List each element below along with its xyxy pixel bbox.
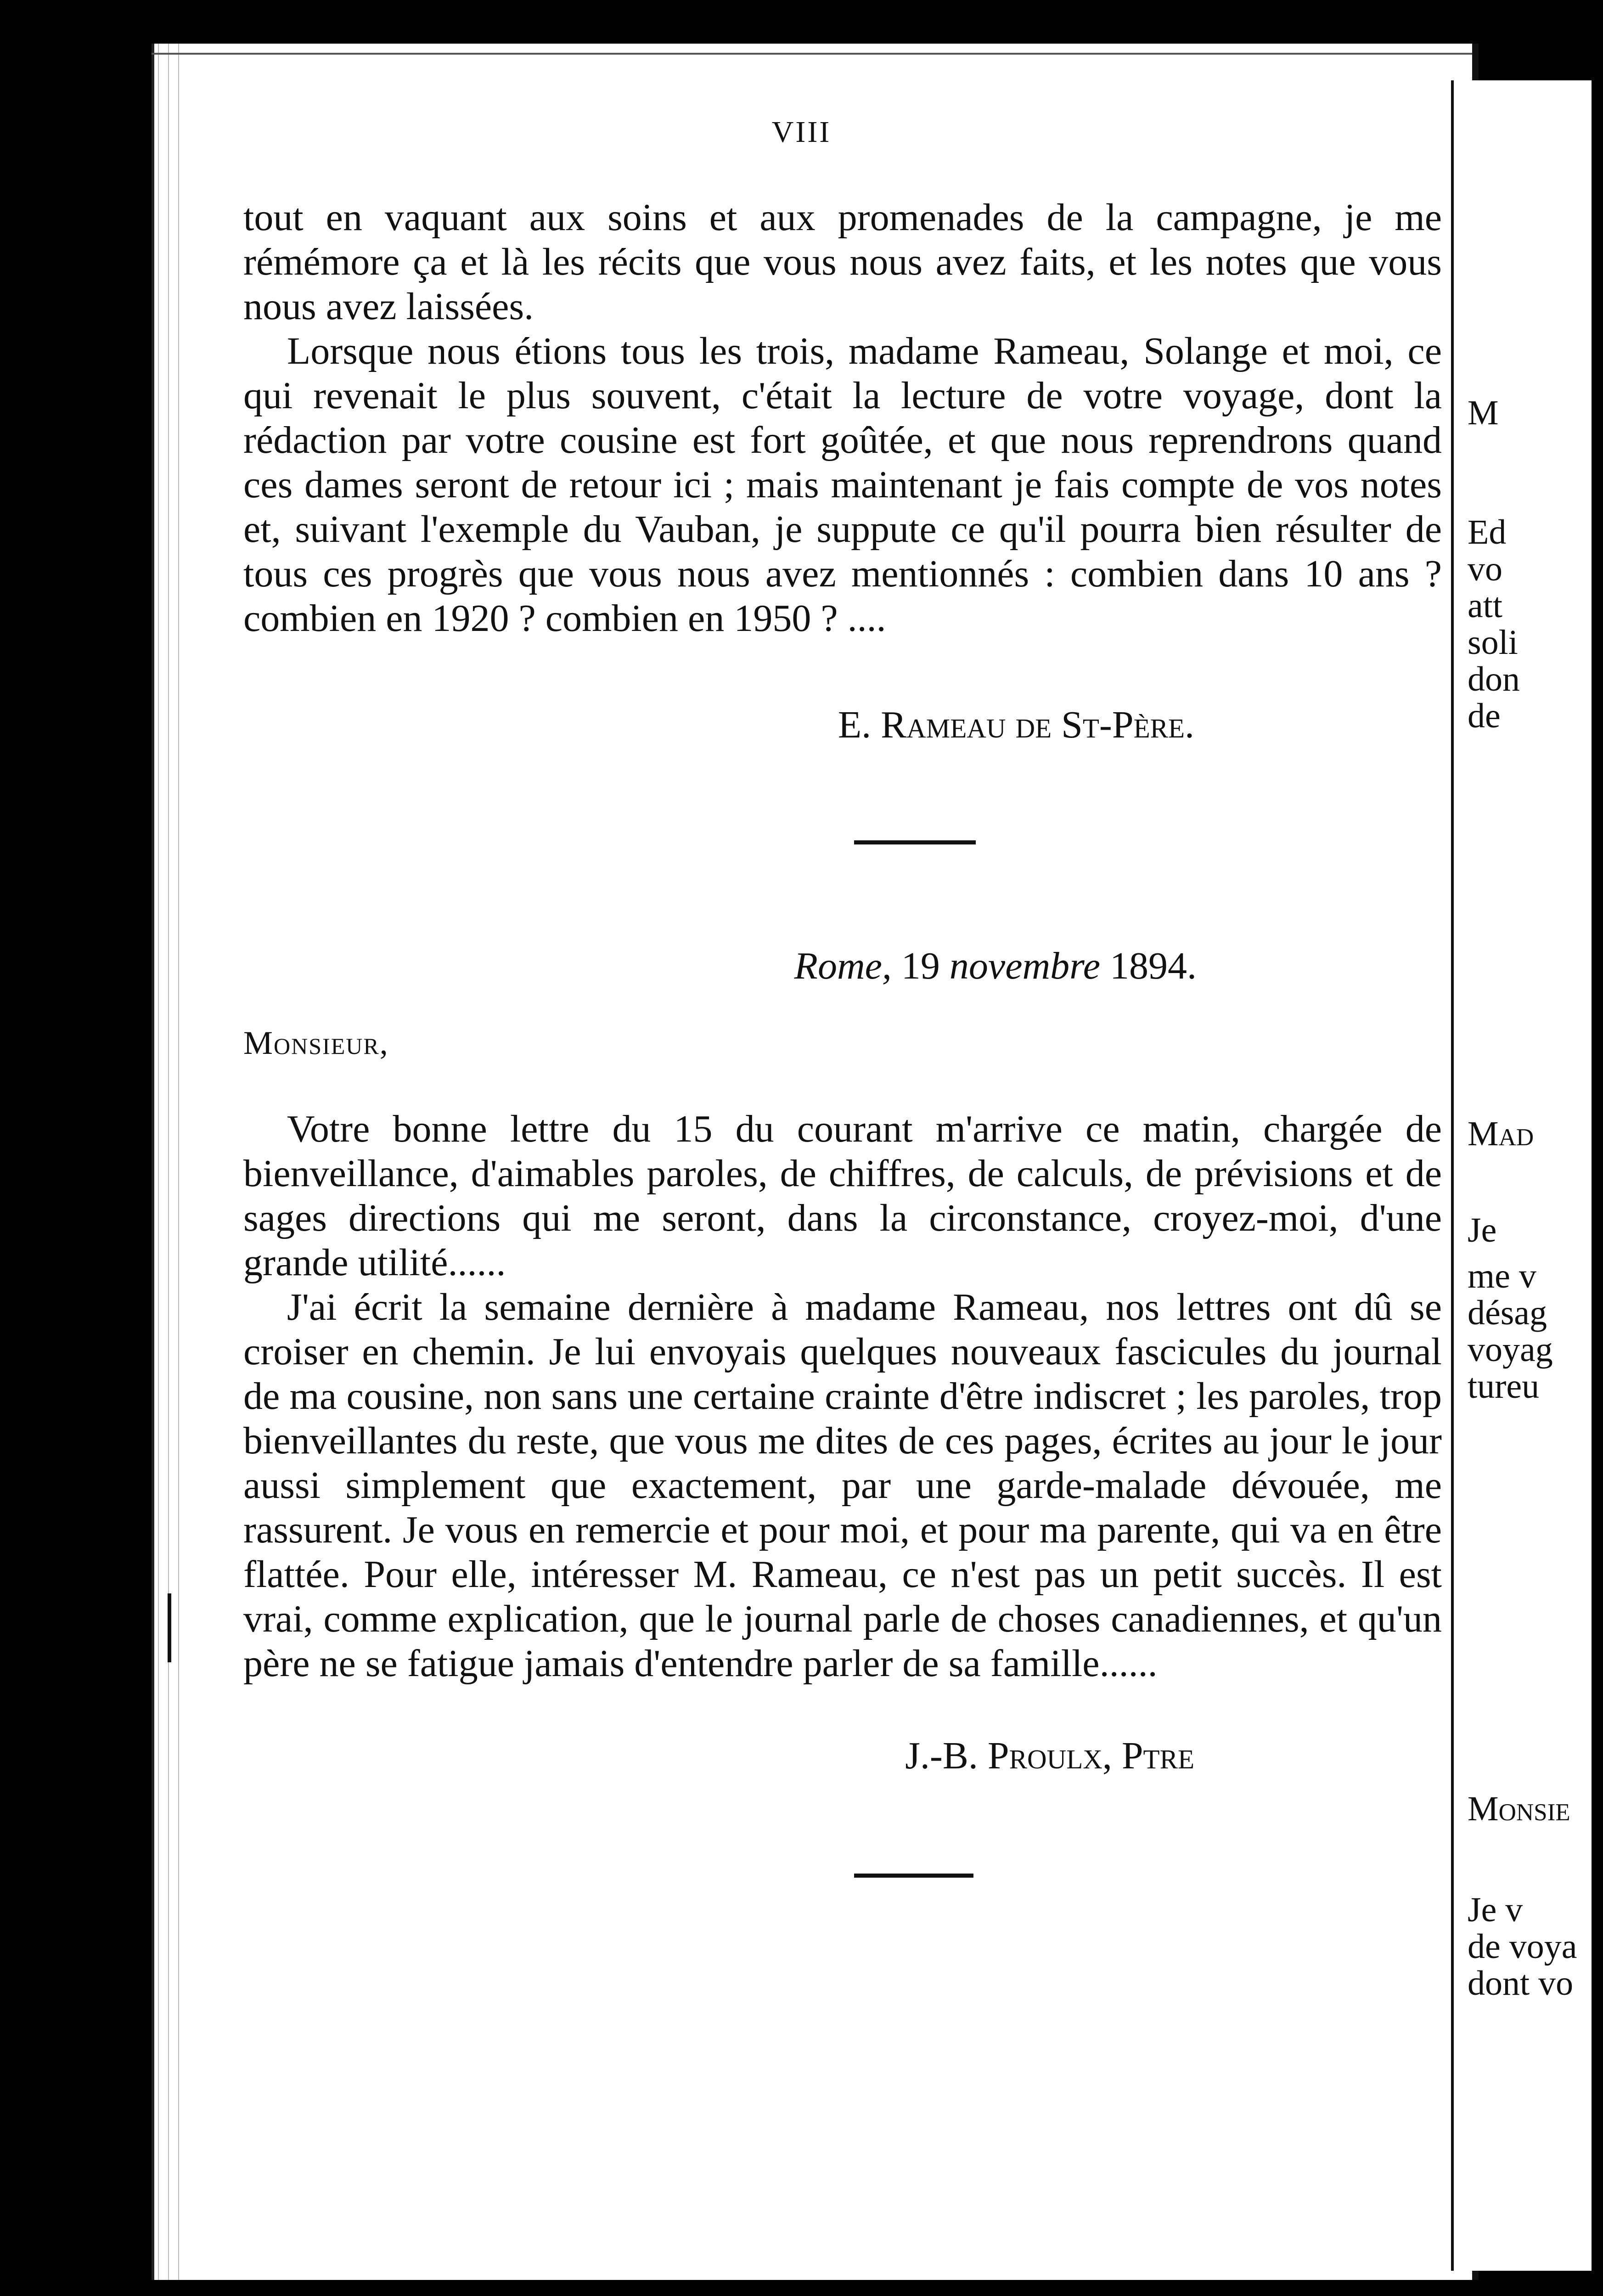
letter-2-salutation: Monsieur, bbox=[243, 1024, 389, 1061]
letter-2-paragraph-2: J'ai écrit la semaine dernière à madame Rameau, nos lettres ont dû se croiser en chemin. Je lui envoyais quelques nouveaux fascicules du journal de ma cousine, non sans une certaine crainte d'être indiscret ; les paroles, trop bienveillantes du reste, que vous me dites de ces pages, écrites au jour le jour aussi simplement que exactement, par une garde-malade dévouée, me rassurent. Je vous en remercie et pour moi, et pour ma parente, qui va en être flattée. Pour elle, intéresser M. Rameau, ce n'est pas un petit succès. Il est vrai, comme explication, que le journal parle de choses canadiennes, et qu'un père ne se fatigue jamais d'entendre parler de sa famille...... bbox=[243, 1286, 1442, 1685]
fragment-line: Je v bbox=[1468, 1891, 1523, 1929]
fragment-line: Je bbox=[1468, 1211, 1497, 1249]
top-rule bbox=[152, 53, 1479, 55]
letter-2-signature: J.-B. Proulx, Ptre bbox=[905, 1734, 1194, 1777]
dateline-month: novembre bbox=[949, 945, 1100, 987]
dateline-place: Rome, bbox=[794, 945, 892, 987]
fragment-line: de bbox=[1468, 697, 1501, 735]
letter-1-paragraph-2: Lorsque nous étions tous les trois, madame Rameau, Solange et moi, ce qui revenait le plus souvent, c'était la lecture de votre voyage, dont la rédaction par votre cousine est fort goûtée, et que nous reprendrons quand ces dames seront de retour ici ; mais maintenant je fais compte de vos notes et, suivant l'exemple du Vauban, je suppute ce qu'il pourra bien résulter de tous ces progrès que vous nous avez mentionnés : combien dans 10 ans ? combien en 1920 ? combien en 1950 ? .... bbox=[243, 330, 1442, 640]
margin-mark bbox=[168, 1593, 171, 1662]
fragment-line: don bbox=[1468, 660, 1520, 698]
fragment-line: soli bbox=[1468, 623, 1518, 662]
letter-1-paragraph-1: tout en vaquant aux soins et aux promenades de la campagne, je me rémémore ça et là les récits que vous nous avez faits, et les notes que vous nous avez laissées. bbox=[243, 196, 1442, 328]
fragment-line: tureu bbox=[1468, 1367, 1540, 1406]
end-divider bbox=[854, 1874, 973, 1878]
letter-2-paragraph-1: Votre bonne lettre du 15 du courant m'arrive ce matin, chargée de bienveillance, d'aimables paroles, de chiffres, de calculs, de prévisions et de sages directions qui me seront, dans la circonstance, croyez-moi, d'une grande utilité...... bbox=[243, 1108, 1442, 1284]
letter-2-dateline bbox=[794, 944, 1197, 988]
letter-2-body bbox=[243, 1107, 1442, 1686]
dateline-day: 19 bbox=[901, 945, 940, 987]
letter-1-signature: E. Rameau de St-Père. bbox=[838, 703, 1194, 746]
page-edge bbox=[152, 44, 186, 2280]
dateline-year: 1894. bbox=[1110, 945, 1197, 987]
fragment-line: désag bbox=[1468, 1294, 1547, 1332]
fragment-line: att bbox=[1468, 586, 1502, 625]
fragment-line: dont vo bbox=[1468, 1964, 1574, 2003]
section-divider bbox=[854, 840, 976, 844]
fragment-line: Monsie bbox=[1468, 1790, 1570, 1828]
fragment-line: voyag bbox=[1468, 1330, 1553, 1369]
fragment-line: M bbox=[1468, 394, 1499, 432]
fragment-line: Ed bbox=[1468, 513, 1507, 551]
fragment-line: Mad bbox=[1468, 1114, 1534, 1153]
letter-1-body bbox=[243, 195, 1442, 641]
fragment-line: me v bbox=[1468, 1257, 1536, 1295]
page-number: VIII bbox=[771, 115, 832, 149]
fragment-line: de voya bbox=[1468, 1927, 1577, 1966]
adjacent-page-fragment bbox=[1451, 80, 1592, 2271]
fragment-line: vo bbox=[1468, 550, 1502, 588]
